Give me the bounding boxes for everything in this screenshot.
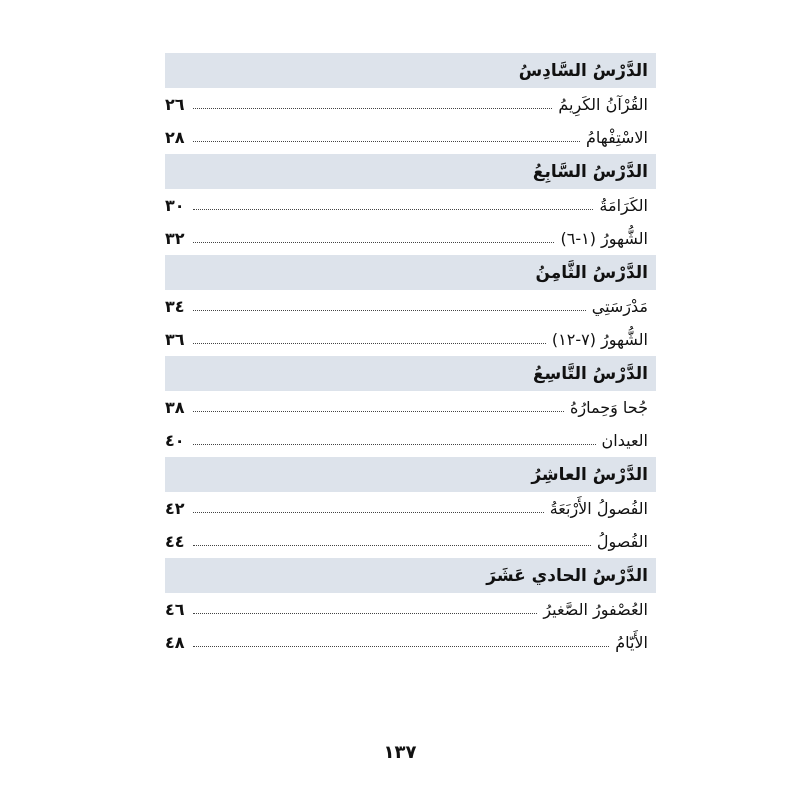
section-title: الدَّرْسُ الحادي عَشَرَ <box>165 558 656 593</box>
toc-entry[interactable] <box>165 121 656 154</box>
section-title: الدَّرْسُ العاشِرُ <box>165 457 656 492</box>
entry-title: الكَرَامَةُ <box>599 196 648 215</box>
toc-entry[interactable] <box>165 290 656 323</box>
entry-title: جُحا وَحِمارُهُ <box>569 398 648 417</box>
entry-page-number: ٤٨ <box>165 633 185 652</box>
entry-page-number: ٣٦ <box>165 330 185 349</box>
dotted-leader <box>193 444 596 445</box>
table-of-contents <box>165 53 656 659</box>
entry-title: الشُّهورُ (١-٦) <box>560 229 648 248</box>
dotted-leader <box>193 209 593 210</box>
dotted-leader <box>193 411 564 412</box>
entry-page-number: ٣٢ <box>165 229 185 248</box>
dotted-leader <box>193 512 544 513</box>
dotted-leader <box>193 545 591 546</box>
entry-page-number: ٤٤ <box>165 532 185 551</box>
entry-page-number: ٤٦ <box>165 600 185 619</box>
section-title: الدَّرْسُ السَّادِسُ <box>165 53 656 88</box>
section-title: الدَّرْسُ الثَّامِنُ <box>165 255 656 290</box>
entry-page-number: ٣٨ <box>165 398 185 417</box>
toc-entry[interactable] <box>165 391 656 424</box>
toc-section <box>165 154 656 255</box>
entry-page-number: ٤٢ <box>165 499 185 518</box>
toc-entry[interactable] <box>165 525 656 558</box>
toc-entry[interactable] <box>165 189 656 222</box>
entry-title: الفُصولُ <box>596 532 648 551</box>
section-title: الدَّرْسُ السَّابِعُ <box>165 154 656 189</box>
toc-entry[interactable] <box>165 492 656 525</box>
entry-page-number: ٣٠ <box>165 196 185 215</box>
dotted-leader <box>193 108 552 109</box>
entry-title: القُرْآنُ الكَرِيمُ <box>558 95 648 114</box>
toc-section <box>165 255 656 356</box>
toc-section <box>165 356 656 457</box>
toc-section <box>165 558 656 659</box>
entry-title: الشُّهورُ (٧-١٢) <box>551 330 648 349</box>
dotted-leader <box>193 310 586 311</box>
dotted-leader <box>193 613 537 614</box>
entry-title: الاسْتِفْهامُ <box>585 128 648 147</box>
entry-title: العيدان <box>601 431 648 450</box>
entry-page-number: ٤٠ <box>165 431 185 450</box>
dotted-leader <box>193 343 546 344</box>
page-number: ١٣٧ <box>383 742 417 763</box>
dotted-leader <box>193 646 609 647</box>
toc-section <box>165 457 656 558</box>
toc-entry[interactable] <box>165 424 656 457</box>
toc-entry[interactable] <box>165 222 656 255</box>
toc-entry[interactable] <box>165 593 656 626</box>
entry-title: الفُصولُ الأَرْبَعَةُ <box>549 499 648 518</box>
entry-page-number: ٢٦ <box>165 95 185 114</box>
entry-title: مَدْرَسَتِي <box>591 297 648 316</box>
entry-title: الأَيّامُ <box>615 633 648 652</box>
toc-entry[interactable] <box>165 626 656 659</box>
section-title: الدَّرْسُ التَّاسِعُ <box>165 356 656 391</box>
entry-title: العُصْفورُ الصَّغيرُ <box>543 600 648 619</box>
toc-section <box>165 53 656 154</box>
dotted-leader <box>193 242 554 243</box>
toc-entry[interactable] <box>165 323 656 356</box>
entry-page-number: ٣٤ <box>165 297 185 316</box>
toc-entry[interactable] <box>165 88 656 121</box>
dotted-leader <box>193 141 580 142</box>
entry-page-number: ٢٨ <box>165 128 185 147</box>
